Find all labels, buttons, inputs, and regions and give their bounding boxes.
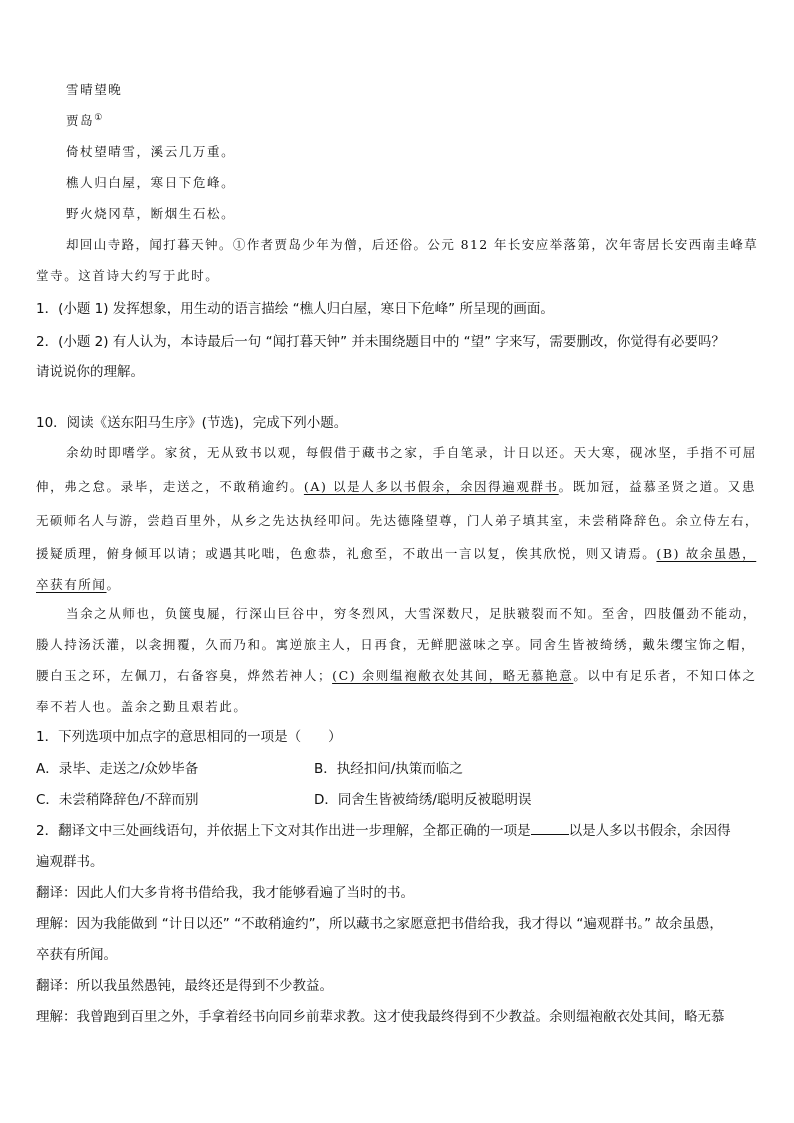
passage-p2-text-3b: 。以中有足乐者，不知口体之: [573, 668, 757, 683]
underlined-sentence-b-part2: 卒获有所闻: [36, 577, 107, 592]
poem-author: [66, 112, 104, 130]
translation-1: 翻译：因此人们大多肯将书借给我，我才能够看遍了当时的书。: [36, 885, 414, 901]
footnote-mark: ①: [94, 112, 104, 123]
sub-question-2-quote: 以是人多以书假余，余因得: [568, 823, 731, 839]
understanding-1-line1: 理解：因为我能做到 “计日以还” “不敢稍逾约”，所以藏书之家愿意把书借给我，我才得以 “遍观群书。” 故余虽愚，: [36, 916, 723, 932]
poem-line-4: 却回山寺路，闻打暮天钟。: [66, 237, 233, 252]
q10-heading: 10．阅读《送东阳马生序》(节选)，完成下列小题。: [36, 415, 348, 431]
sub-question-1: 1．下列选项中加点字的意思相同的一项是（ ）: [36, 729, 342, 745]
poem-question-2-line2: 请说说你的理解。: [36, 364, 144, 380]
poem-author-name: 贾岛: [66, 113, 95, 128]
poem-line-1: 倚杖望晴雪，溪云几万重。: [66, 144, 236, 159]
passage-p1-text-2b: 。既加冠，益慕圣贤之道。又患: [558, 479, 757, 494]
poem-line-2: 樵人归白屋，寒日下危峰。: [66, 175, 236, 190]
answer-blank: [531, 822, 569, 835]
passage-p2-line1: 当余之从师也，负箧曳屣，行深山巨谷中，穷冬烈风，大雪深数尺，足肤皲裂而不知。至舍，四肢僵劲不能动，: [66, 606, 757, 621]
sub-question-2-text: 2．翻译文中三处画线语句，并依据上下文对其作出进一步理解，全都正确的一项是: [36, 823, 531, 839]
understanding-2-line1: 理解：我曾跑到百里之外，手拿着经书向同乡前辈求教。这才使我最终得到不少教益。余则缊袍敝衣处其间，略无慕: [36, 1009, 725, 1025]
passage-p1-line4: [36, 545, 757, 563]
passage-p1-text-1: 余幼时即嗜学。家贫，无从致书以观，每假借于藏书之家，手自笔录，计日以还。天大寒，砚冰坚，手指不可屈: [66, 445, 757, 460]
passage-p2-line2: 媵人持汤沃灌，以衾拥覆，久而乃和。寓逆旅主人，日再食，无鲜肥滋味之享。同舍生皆被绮绣，戴朱缨宝饰之帽，: [36, 637, 756, 652]
underlined-sentence-b-part1: (B) 故余虽愚，: [656, 546, 757, 561]
poem-title: 雪晴望晚: [66, 82, 123, 97]
passage-p2-text-3a: 腰白玉之环，左佩刀，右备容臭，烨然若神人；: [36, 668, 333, 683]
passage-p1-text-4a: 援疑质理，俯身倾耳以请；或遇其叱咄，色愈恭，礼愈至，不敢出一言以复，俟其欣悦，则又请焉。: [36, 546, 657, 561]
passage-p1-line5: [36, 576, 121, 594]
passage-p1-line1: [66, 444, 757, 462]
poem-footnote-part2: 堂寺。这首诗大约写于此时。: [36, 268, 220, 283]
passage-p1-text-5b: 。: [106, 577, 121, 592]
sub-question-2-line2: 遍观群书。: [36, 854, 104, 870]
poem-question-2-line1: 2．(小题 2) 有人认为，本诗最后一句 “闻打暮天钟” 并未围绕题目中的 “望” 字来写，需要删改，你觉得有必要吗？: [36, 334, 725, 350]
passage-p2-line4: 奉不若人也。盖余之勤且艰若此。: [36, 699, 248, 714]
passage-p2-line3: [36, 667, 757, 685]
underlined-sentence-a: (A) 以是人多以书假余，余因得遍观群书: [303, 479, 559, 494]
sub-question-2-line1: [36, 822, 731, 840]
passage-p1-text-2a: 伸，弗之怠。录毕，走送之，不敢稍逾约。: [36, 479, 304, 494]
underlined-sentence-c: (C) 余则缊袍敝衣处其间，略无慕艳意: [332, 668, 574, 683]
option-c: C．未尝稍降辞色/不辞而别: [36, 792, 199, 808]
poem-footnote-part1: ①作者贾岛少年为僧，后还俗。公元 812 年长安应举落第，次年寄居长安西南圭峰草: [232, 237, 759, 252]
understanding-1-line2: 卒获有所闻。: [36, 947, 117, 963]
poem-question-1: 1．(小题 1) 发挥想象，用生动的语言描绘 “樵人归白屋，寒日下危峰” 所呈现的画面。: [36, 301, 554, 317]
passage-p1-line2: [36, 478, 757, 496]
translation-2: 翻译：所以我虽然愚钝，最终还是得到不少教益。: [36, 978, 333, 994]
option-d: D．同舍生皆被绮绣/聪明反被聪明误: [314, 792, 532, 808]
poem-line-3: 野火烧冈草，断烟生石松。: [66, 206, 236, 221]
option-b: B．执经扣问/执策而临之: [314, 761, 463, 777]
poem-last-line-with-note: [66, 236, 759, 254]
passage-p1-line3: 无硕师名人与游，尝趋百里外，从乡之先达执经叩问。先达德隆望尊，门人弟子填其室，未尝稍降辞色。余立侍左右，: [36, 513, 759, 528]
option-a: A．录毕、走送之/众妙毕备: [36, 761, 199, 777]
